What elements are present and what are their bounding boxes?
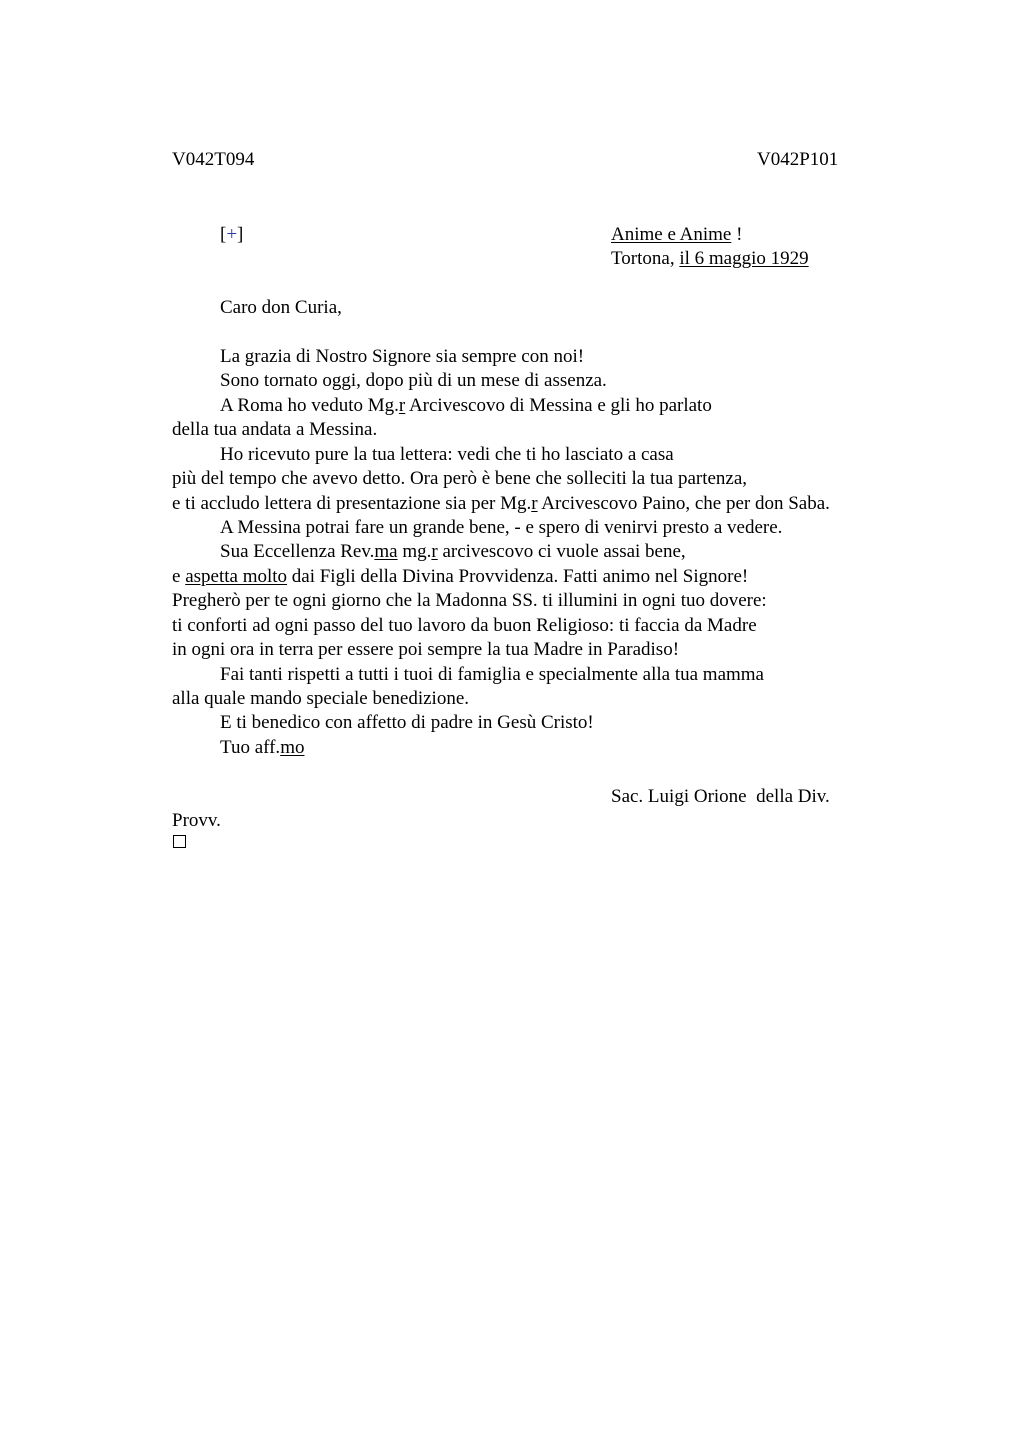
body-text: mg.	[397, 541, 432, 562]
dateline-date: il 6 maggio 1929	[679, 248, 809, 269]
body-line: ti conforti ad ogni passo del tuo lavoro da buon Religioso: ti faccia da Madre	[172, 615, 757, 636]
closing-text: Tuo aff.	[220, 737, 281, 758]
body-text-underlined: r	[431, 541, 438, 562]
cross-open-bracket: [	[220, 224, 227, 245]
body-text: Arcivescovo di Messina e gli ho parlato	[405, 395, 712, 416]
motto-suffix: !	[731, 224, 743, 245]
signature-line-1: Sac. Luigi Orione della Div.	[611, 786, 830, 807]
body-text-underlined: r	[531, 493, 538, 514]
closing-line	[220, 738, 304, 757]
body-line: A Messina potrai fare un grande bene, - e spero di venirvi presto a vedere.	[220, 517, 783, 538]
body-line: in ogni ora in terra per essere poi sempre la tua Madre in Paradiso!	[172, 639, 680, 660]
salutation: Caro don Curia,	[220, 297, 342, 318]
body-line: Fai tanti rispetti a tutti i tuoi di famiglia e specialmente alla tua mamma	[220, 664, 764, 685]
body-line: Sono tornato oggi, dopo più di un mese di assenza.	[220, 370, 607, 391]
body-line	[172, 567, 748, 586]
cross-close-bracket: ]	[237, 224, 244, 245]
empty-square-icon	[173, 835, 186, 848]
body-text: A Roma ho veduto Mg.	[220, 395, 399, 416]
signature-line-2: Provv.	[172, 810, 221, 831]
body-line: della tua andata a Messina.	[172, 419, 378, 440]
body-text: e	[172, 566, 186, 587]
document-code-left: V042T094	[172, 149, 255, 170]
body-line	[220, 542, 686, 561]
motto-text: Anime e Anime	[611, 224, 732, 245]
motto	[611, 225, 742, 244]
cross-icon: +	[226, 224, 238, 245]
body-text-underlined: aspetta molto	[185, 566, 288, 587]
body-text-underlined: r	[398, 395, 406, 416]
closing-text-underlined: mo	[280, 737, 305, 758]
body-text: dai Figli della Divina Provvidenza. Fatti animo nel Signore!	[287, 566, 749, 587]
dateline	[611, 249, 809, 268]
body-line: La grazia di Nostro Signore sia sempre con noi!	[220, 346, 585, 367]
body-text: arcivescovo ci vuole assai bene,	[437, 541, 686, 562]
body-text: Arcivescovo Paino, che per don Saba.	[537, 493, 830, 514]
cross-mark	[220, 225, 243, 244]
body-line: più del tempo che avevo detto. Ora però è bene che solleciti la tua partenza,	[172, 468, 748, 489]
body-text: Sua Eccellenza Rev.	[220, 541, 375, 562]
body-text-underlined: ma	[374, 541, 398, 562]
body-line: Pregherò per te ogni giorno che la Madonna SS. ti illumini in ogni tuo dovere:	[172, 590, 767, 611]
body-line: E ti benedico con affetto di padre in Gesù Cristo!	[220, 712, 594, 733]
body-line	[172, 494, 830, 513]
document-code-right: V042P101	[757, 149, 839, 170]
body-line	[220, 396, 712, 415]
dateline-place: Tortona,	[611, 248, 680, 269]
body-text: e ti accludo lettera di presentazione sia per Mg.	[172, 493, 532, 514]
body-line: Ho ricevuto pure la tua lettera: vedi che ti ho lasciato a casa	[220, 444, 674, 465]
body-line: alla quale mando speciale benedizione.	[172, 688, 470, 709]
